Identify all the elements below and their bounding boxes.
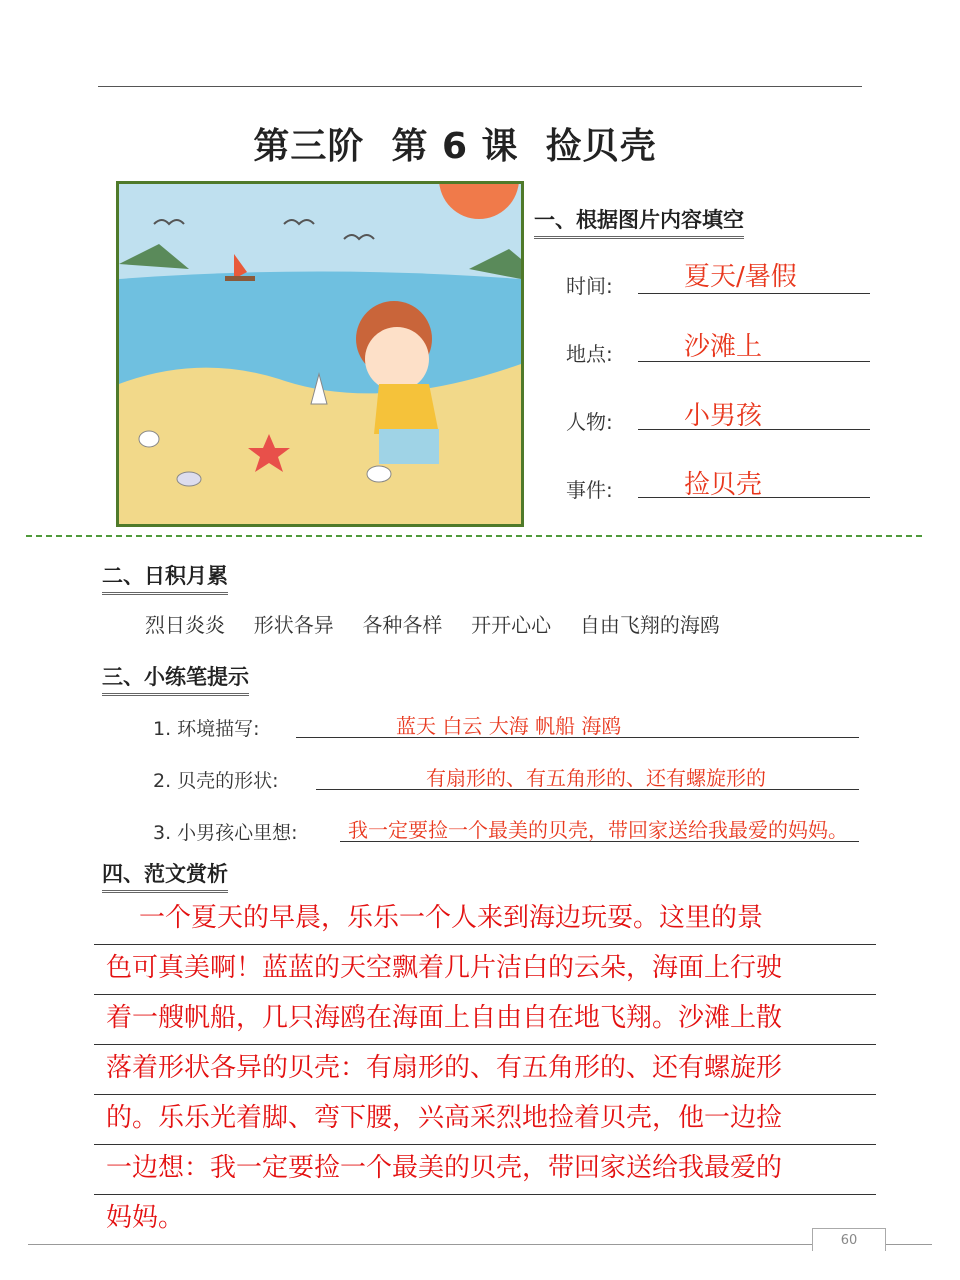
place-label: 地点: [566,342,613,366]
dashed-divider [26,535,922,537]
section2-heading: 二、日积月累 [102,560,228,595]
essay-line: 妈妈。 [94,1195,876,1245]
person-answer: 小男孩 [684,401,763,431]
person-label: 人物: [566,410,613,434]
essay-line: 一个夏天的早晨，乐乐一个人来到海边玩耍。这里的景 [94,895,876,945]
prompt-1-label: 1. 环境描写: [153,718,260,740]
prompt-3-answer: 我一定要捡一个最美的贝壳，带回家送给我最爱的妈妈。 [348,818,848,842]
essay-line: 色可真美啊！蓝蓝的天空飘着几片洁白的云朵，海面上行驶 [94,945,876,995]
essay-line: 一边想：我一定要捡一个最美的贝壳，带回家送给我最爱的 [94,1145,876,1195]
prompt-2-label: 2. 贝壳的形状: [153,770,279,792]
essay-line: 的。乐乐光着脚、弯下腰，兴高采烈地捡着贝壳，他一边捡 [94,1095,876,1145]
time-answer: 夏天/暑假 [684,262,797,292]
essay-line: 着一艘帆船，几只海鸥在海面上自由自在地飞翔。沙滩上散 [94,995,876,1045]
time-label: 时间: [566,274,613,298]
beach-illustration [116,181,524,527]
page-title: 第三阶 第 6 课 捡贝壳 [253,126,657,167]
top-rule [98,86,862,87]
page-number: 60 [812,1228,886,1251]
section4-heading: 四、范文赏析 [102,858,228,893]
model-essay [94,895,876,1245]
essay-line: 落着形状各异的贝壳：有扇形的、有五角形的、还有螺旋形 [94,1045,876,1095]
prompt-3-label: 3. 小男孩心里想: [153,822,298,844]
vocabulary-words: 烈日炎炎 形状各异 各种各样 开开心心 自由飞翔的海鸥 [145,613,720,637]
prompt-1-answer: 蓝天 白云 大海 帆船 海鸥 [396,714,622,738]
place-answer: 沙滩上 [684,332,763,362]
section1-heading: 一、根据图片内容填空 [534,204,744,239]
section3-heading: 三、小练笔提示 [102,661,249,696]
bottom-rule [28,1244,932,1245]
event-answer: 捡贝壳 [684,470,763,500]
prompt-2-answer: 有扇形的、有五角形的、还有螺旋形的 [426,766,766,790]
time-field[interactable] [638,293,870,294]
event-label: 事件: [566,478,613,502]
